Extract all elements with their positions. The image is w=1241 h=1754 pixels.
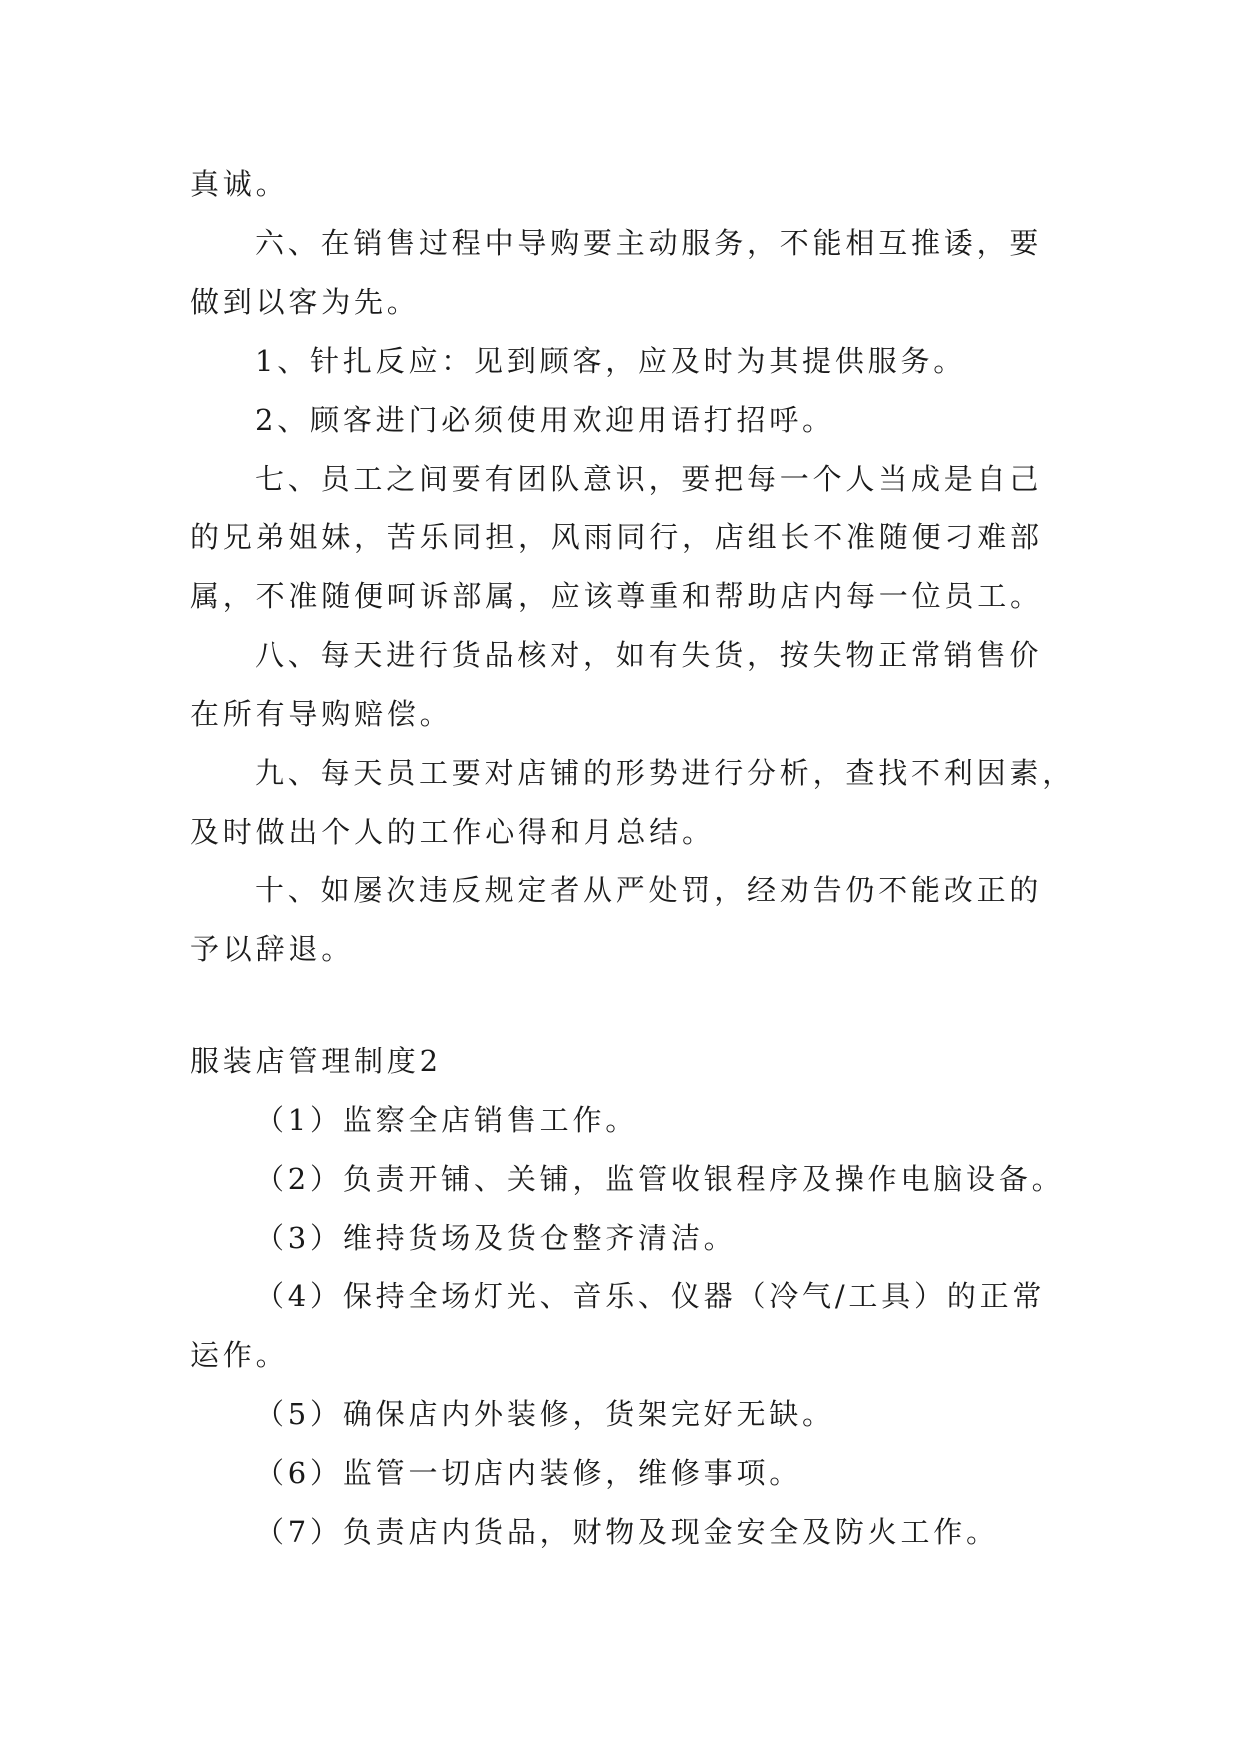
- list-item: （7）负责店内货品，财物及现金安全及防火工作。: [255, 1515, 999, 1549]
- section-title: 服装店管理制度2: [190, 1044, 442, 1078]
- paragraph-line: 十、如屡次违反规定者从严处罚，经劝告仍不能改正的: [255, 873, 1043, 907]
- paragraph-line: 予以辞退。: [190, 932, 355, 966]
- paragraph-line: 真诚。: [190, 167, 289, 201]
- paragraph-line: 六、在销售过程中导购要主动服务，不能相互推诿，要: [255, 226, 1043, 260]
- paragraph-line: 2、顾客进门必须使用欢迎用语打招呼。: [255, 403, 835, 437]
- paragraph-line: 八、每天进行货品核对，如有失货，按失物正常销售价: [255, 638, 1043, 672]
- list-item: （1）监察全店销售工作。: [255, 1103, 639, 1137]
- paragraph-line: 七、员工之间要有团队意识，要把每一个人当成是自己: [255, 462, 1043, 496]
- list-item: （4）保持全场灯光、音乐、仪器（冷气/工具）的正常: [255, 1279, 1046, 1313]
- paragraph-line: 的兄弟姐妹，苦乐同担，风雨同行，店组长不准随便刁难部: [190, 520, 1043, 554]
- paragraph-line: 在所有导购赔偿。: [190, 697, 453, 731]
- paragraph-line: 1、针扎反应：见到顾客，应及时为其提供服务。: [255, 344, 967, 378]
- paragraph-line: 属，不准随便呵诉部属，应该尊重和帮助店内每一位员工。: [190, 579, 1043, 613]
- paragraph-line: 做到以客为先。: [190, 285, 420, 319]
- list-item: （5）确保店内外装修，货架完好无缺。: [255, 1397, 835, 1431]
- paragraph-line: 及时做出个人的工作心得和月总结。: [190, 815, 715, 849]
- list-item-continuation: 运作。: [190, 1338, 289, 1372]
- list-item: （2）负责开铺、关铺，监管收银程序及操作电脑设备。: [255, 1162, 1065, 1196]
- paragraph-line: 九、每天员工要对店铺的形势进行分析，查找不利因素，: [255, 756, 1076, 790]
- list-item: （6）监管一切店内装修，维修事项。: [255, 1456, 803, 1490]
- list-item: （3）维持货场及货仓整齐清洁。: [255, 1221, 737, 1255]
